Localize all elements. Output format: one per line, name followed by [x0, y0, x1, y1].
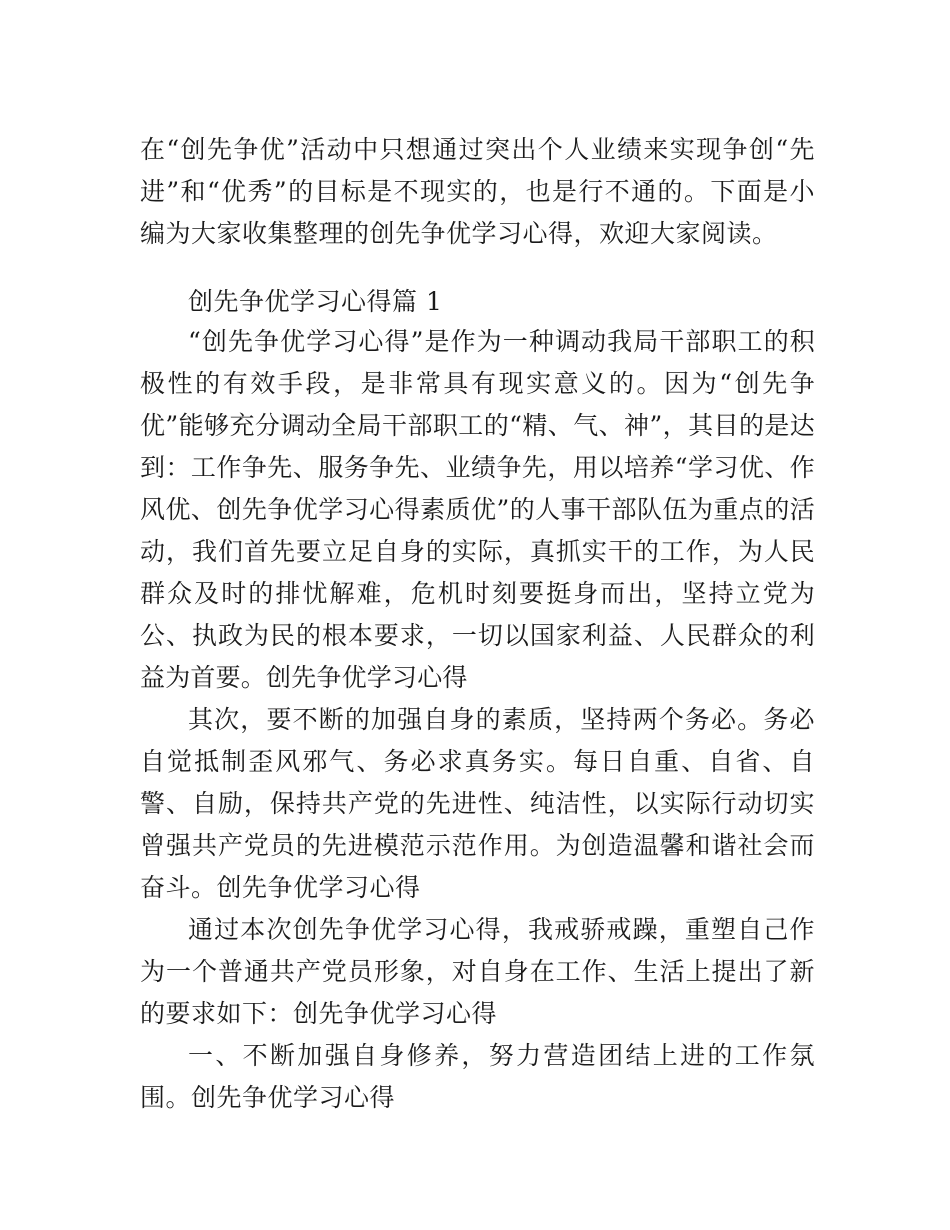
document-body: [140, 321, 815, 1119]
body-paragraph-2: 其次，要不断的加强自身的素质，坚持两个务必。务必自觉抵制歪风邪气、务必求真务实。每日自重、自省、自警、自励，保持共产党的先进性、纯洁性，以实际行动切实曾强共产党员的先进模范示范作用。为创造温馨和谐社会而奋斗。创先争优学习心得: [140, 705, 815, 902]
body-paragraph-4: 一、不断加强自身修养，努力营造团结上进的工作氛围。创先争优学习心得: [140, 1041, 815, 1112]
section-title: 创先争优学习心得篇 1: [188, 287, 443, 316]
body-paragraph-3: 通过本次创先争优学习心得，我戒骄戒躁，重塑自己作为一个普通共产党员形象，对自身在工作、生活上提出了新的要求如下：创先争优学习心得: [140, 915, 815, 1028]
body-paragraph-1: “创先争优学习心得”是作为一种调动我局干部职工的积极性的有效手段，是非常具有现实意义的。因为“创先争优”能够充分调动全局干部职工的“精、气、神”，其目的是达到：工作争先、服务争先、业绩争先，用以培养“学习优、作风优、创先争优学习心得素质优”的人事干部队伍为重点的活动，我们首先要立足自身的实际，真抓实干的工作，为人民群众及时的排忧解难，危机时刻要挺身而出，坚持立党为公、执政为民的根本要求，一切以国家利益、人民群众的利益为首要。创先争优学习心得: [140, 327, 815, 692]
intro-paragraph: 在“创先争优”活动中只想通过突出个人业绩来实现争创“先进”和“优秀”的目标是不现实的，也是行不通的。下面是小编为大家收集整理的创先争优学习心得，欢迎大家阅读。: [140, 135, 815, 248]
